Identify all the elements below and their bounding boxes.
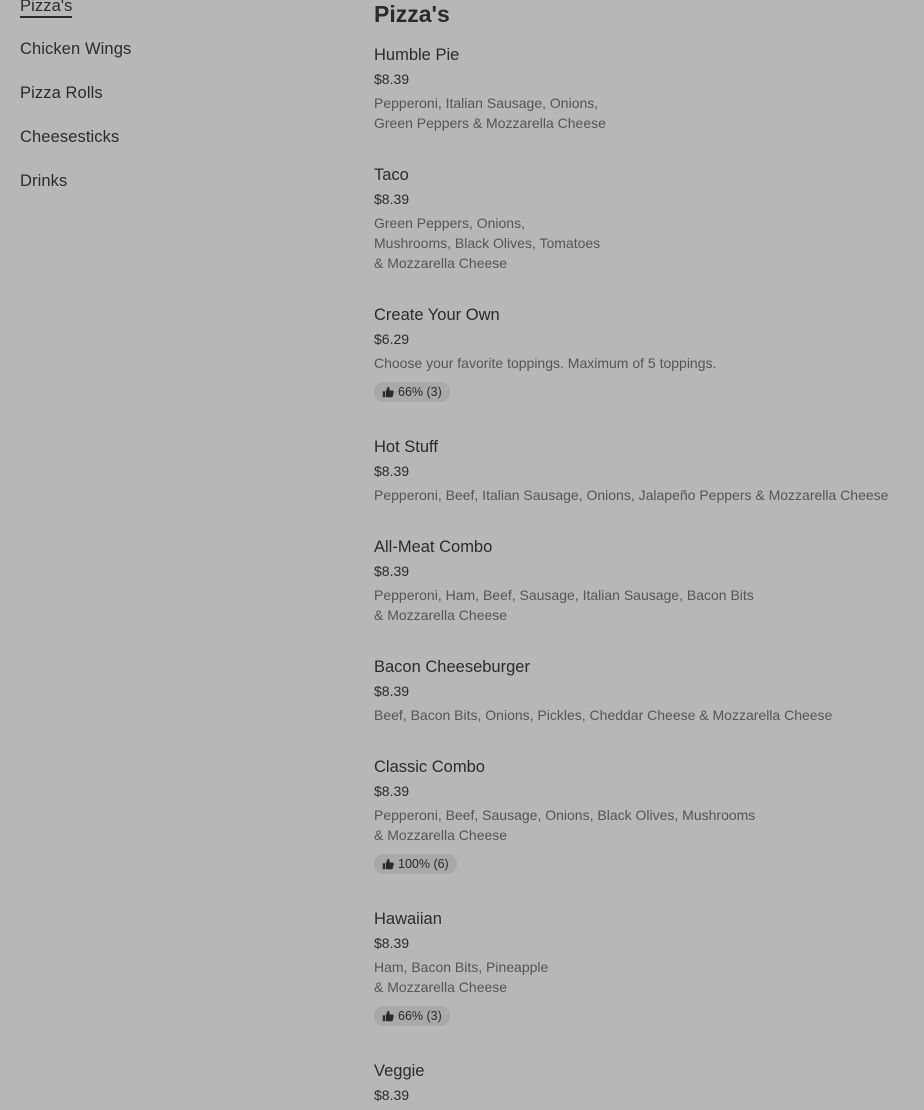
item-description: Pepperoni, Italian Sausage, Onions, Green Peppers & Mozzarella Cheese	[374, 95, 606, 131]
item-price: $8.39	[374, 683, 410, 699]
menu-item[interactable]	[374, 657, 914, 725]
sidebar-item-cheesesticks[interactable]: Cheesesticks	[20, 128, 120, 146]
menu-item[interactable]	[374, 537, 914, 625]
menu-item[interactable]	[374, 45, 914, 133]
item-description: Ham, Bacon Bits, Pineapple & Mozzarella Cheese	[374, 959, 549, 995]
sidebar-item-pizzas[interactable]: Pizza's	[20, 0, 72, 18]
item-price: $8.39	[374, 563, 410, 579]
item-price: $8.39	[374, 463, 410, 479]
item-name: Humble Pie	[374, 46, 460, 64]
item-price: $8.39	[374, 783, 410, 799]
item-name: Veggie	[374, 1062, 425, 1080]
item-price: $6.29	[374, 331, 410, 347]
rating-text: 66% (3)	[398, 1009, 442, 1023]
item-price: $8.39	[374, 71, 410, 87]
item-name: Create Your Own	[374, 306, 500, 324]
item-name: All-Meat Combo	[374, 538, 493, 556]
item-name: Taco	[374, 166, 409, 184]
rating-text: 66% (3)	[398, 385, 442, 399]
menu-item[interactable]	[374, 909, 914, 1027]
menu-item[interactable]	[374, 437, 914, 505]
thumbs-up-icon	[382, 386, 394, 398]
thumbs-up-icon	[382, 1010, 394, 1022]
item-name: Hawaiian	[374, 910, 442, 928]
item-description: Green Peppers, Onions, Mushrooms, Black Olives, Tomatoes & Mozzarella Cheese	[374, 215, 601, 271]
sidebar-item-chicken-wings[interactable]: Chicken Wings	[20, 40, 132, 58]
menu-item[interactable]	[374, 165, 914, 273]
item-description: Pepperoni, Beef, Italian Sausage, Onions, Jalapeño Peppers & Mozzarella Cheese	[374, 487, 889, 503]
item-price: $8.39	[374, 1087, 410, 1103]
item-description: Pepperoni, Ham, Beef, Sausage, Italian Sausage, Bacon Bits & Mozzarella Cheese	[374, 587, 754, 623]
rating-badge	[374, 854, 457, 874]
sidebar-item-drinks[interactable]: Drinks	[20, 172, 68, 190]
menu-item[interactable]	[374, 757, 914, 875]
rating-badge	[374, 382, 450, 402]
category-sidebar	[20, 0, 320, 214]
item-name: Hot Stuff	[374, 438, 438, 456]
item-name: Bacon Cheeseburger	[374, 658, 530, 676]
sidebar-item-pizza-rolls[interactable]: Pizza Rolls	[20, 84, 103, 102]
item-description: Beef, Bacon Bits, Onions, Pickles, Cheddar Cheese & Mozzarella Cheese	[374, 707, 833, 723]
rating-text: 100% (6)	[398, 857, 449, 871]
item-price: $8.39	[374, 935, 410, 951]
menu-item[interactable]	[374, 305, 914, 403]
section-title: Pizza's	[374, 1, 450, 27]
item-price: $8.39	[374, 191, 410, 207]
thumbs-up-icon	[382, 858, 394, 870]
rating-badge	[374, 1006, 450, 1026]
item-name: Classic Combo	[374, 758, 485, 776]
menu-item[interactable]	[374, 1061, 914, 1104]
item-description: Choose your favorite toppings. Maximum of 5 toppings.	[374, 355, 717, 371]
item-description: Pepperoni, Beef, Sausage, Onions, Black Olives, Mushrooms & Mozzarella Cheese	[374, 807, 756, 843]
